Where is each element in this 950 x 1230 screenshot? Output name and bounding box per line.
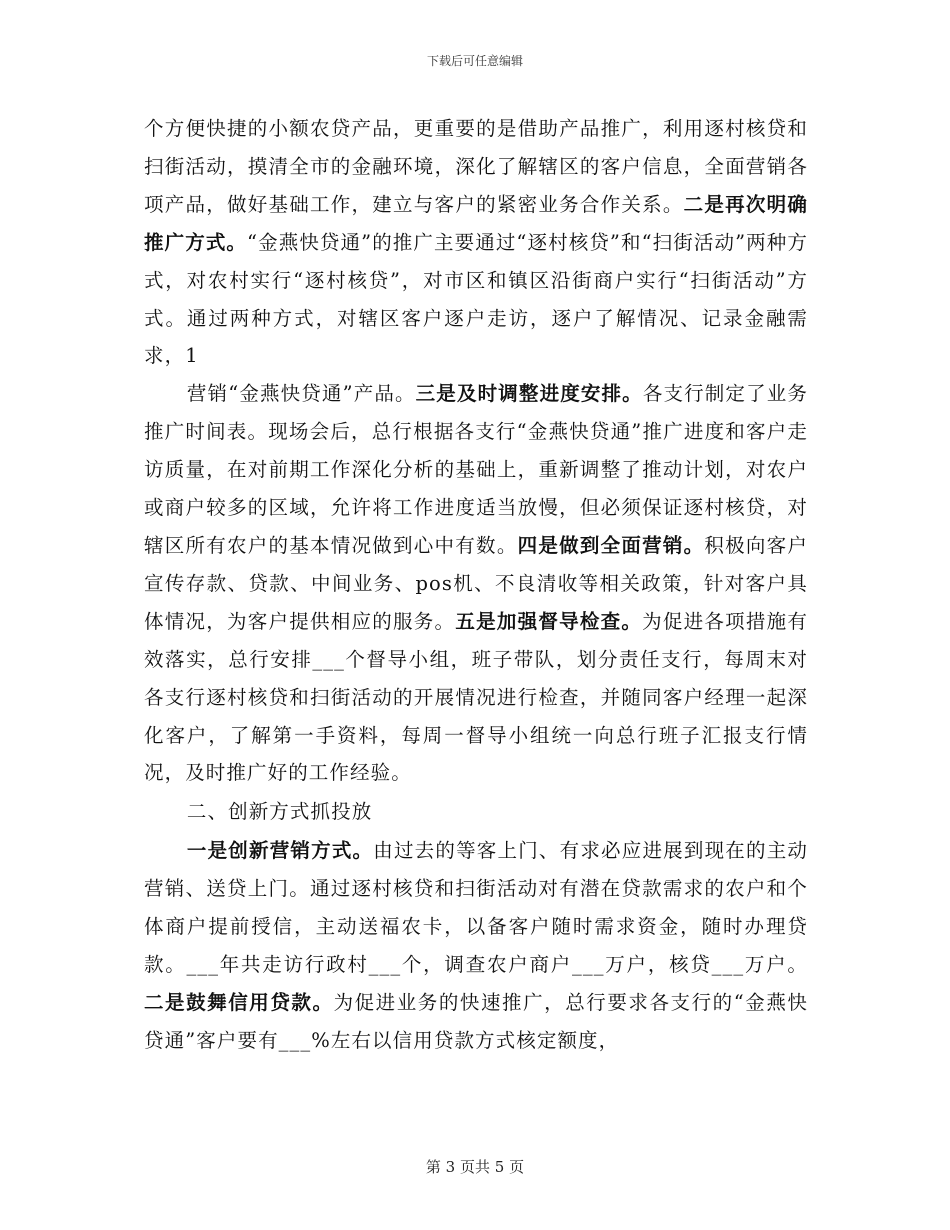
body-text: 积极向客户宣传存款、贷款、中间业务、pos机、不良清收等相关政策，针对客户具体情况，为客户提供相应的服务。 <box>144 533 808 633</box>
body-text: “金燕快贷通”的推广主要通过“逐村核贷”和“扫街活动”两种方式，对农村实行“逐村核贷”，对市区和镇区沿街商户实行“扫街活动”方式。通过两种方式，对辖区客户逐户走访，逐户了解情况、记录金融需求，1 <box>144 230 808 368</box>
bold-lead: 四是做到全面营销。 <box>517 533 705 557</box>
paragraph <box>144 832 808 1059</box>
document-body <box>144 110 808 1060</box>
bold-lead: 五是加强督导检查。 <box>455 609 643 633</box>
body-text: 为促进各项措施有效落实，总行安排___个督导小组，班子带队，划分责任支行，每周末对各支行逐村核贷和扫街活动的开展情况进行检查，并随同客户经理一起深化客户，了解第一手资料，每周一督导小组统一向总行班子汇报支行情况，及时推广好的工作经验。 <box>144 609 808 785</box>
bold-lead: 三是及时调整进度安排。 <box>415 382 643 406</box>
body-text: 各支行制定了业务推广时间表。现场会后，总行根据各支行“金燕快贷通”推广进度和客户走访质量，在对前期工作深化分析的基础上，重新调整了推动计划，对农户或商户较多的区域，允许将工作进度适当放慢，但必须保证逐村核贷，对辖区所有农户的基本情况做到心中有数。 <box>144 382 808 557</box>
body-text: 个方便快捷的小额农贷产品，更重要的是借助产品推广，利用逐村核贷和扫街活动，摸清全市的金融环境，深化了解辖区的客户信息，全面营销各项产品，做好基础工作，建立与客户的紧密业务合作关系。 <box>144 117 808 216</box>
page-footer: 第 3 页共 5 页 <box>425 1158 525 1176</box>
body-text: 为促进业务的快速推广，总行要求各支行的“金燕快贷通”客户要有___%左右以信用贷款方式核定额度， <box>144 990 808 1052</box>
body-text: 由过去的等客上门、有求必应进展到现在的主动营销、送贷上门。通过逐村核贷和扫街活动对有潜在贷款需求的农户和个体商户提前授信，主动送福农卡，以备客户随时需求资金，随时办理贷款。___年共走访行政村___个，调查农户商户___万户，核贷___万户。 <box>144 839 808 977</box>
page-header: 下载后可任意编辑 <box>426 54 523 68</box>
bold-lead: 二是再次明确推广方式。 <box>144 192 808 254</box>
paragraph <box>144 110 808 375</box>
paragraph <box>144 375 808 792</box>
section-heading: 二、创新方式抓投放 <box>186 800 373 824</box>
body-text: 营销“金燕快贷通”产品。 <box>186 382 416 406</box>
bold-lead: 一是创新营销方式。 <box>186 839 374 863</box>
bold-lead: 二是鼓舞信用贷款。 <box>144 990 334 1014</box>
